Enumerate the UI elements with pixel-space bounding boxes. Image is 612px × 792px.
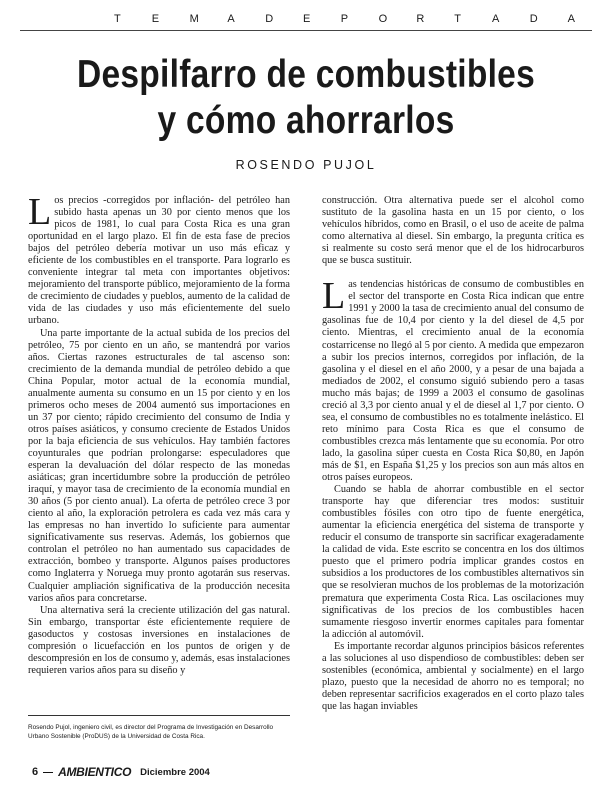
paragraph: Una parte importante de la actual subida de los precios del petróleo, 75 por ciento en un año, se mantendrá por varios años. Ciertas razones estructurales de tal ascenso son: crecimiento de la demanda mundial de petróleo debido a que China Popular, motor actual de la economía mundial, anualmente aumenta su consumo en un 15 por ciento y en los primeros ocho meses de 2004 aumentó sus importaciones en un 37 por ciento; rápido crecimiento del consumo de India y otros países asiáticos, y consumo creciente de Estados Unidos por la baja eficiencia de sus vehículos. Hay también factores coyunturales que podrían prolongarse: especuladores que esperan la devaluación del dólar respecto de las monedas asiáticas; gran incertidumbre sobre la producción de petróleo iraquí, y mayor tasa de crecimiento de la economía mundial en 30 años (5 por ciento anual). La oferta de petróleo crece 3 por ciento al año, la exploración petrolera es cada vez más cara y las empresas no han invertido lo suficiente para aumentar significativamente sus reservas. Además, los gobiernos que controlan el petróleo no han aumentado sus capacidades de extracción, bombeo y transporte. Algunos países productores como Inglaterra y Noruega muy pronto agotarán sus reservas. Cualquier ampliación significativa de la producción necesita varios años para concretarse.: [28, 327, 290, 604]
kicker-letter: T: [454, 13, 461, 25]
kicker-letter: T: [114, 13, 121, 25]
paragraph: Es importante recordar algunos principios básicos referentes a las soluciones al uso dispendioso de combustibles: deben ser sostenibles (económica, ambiental y socialmente) en el largo plazo, puesto que la necesidad de ahorro no es temporal; no deben representar sacrificios exagerados en el corto plazo tales que las hagan inviables: [322, 640, 584, 712]
drop-cap: L: [322, 275, 346, 318]
magazine-logo: AMBIENTICO: [58, 765, 132, 779]
section-kicker: [20, 8, 592, 31]
title-line-1: Despilfarro de combustibles: [76, 53, 536, 96]
kicker-letter: A: [227, 13, 235, 25]
author-name: ROSENDO PUJOL: [235, 158, 377, 172]
paragraph: Una alternativa será la creciente utilización del gas natural. Sin embargo, transportar éste eficientemente requiere de gasoductos y costosas inversiones en instalaciones de compresión o licuefacción en los puntos de origen y de descompresión en los de consumo y, además, esas instalaciones requieren varios años para su diseño y: [28, 604, 290, 676]
kicker-letter: O: [378, 13, 388, 25]
paragraph-text: as tendencias históricas de consumo de combustibles en el sector del transporte en Costa Rica indican que entre 1991 y 2000 la tasa de crecimiento anual del consumo de gasolinas fue de 10,4 por ciento y la del diesel de 4,5 por ciento. Mientras, el crecimiento anual de la economía costarricense no llegó al 5 por ciento. A medida que empezaron a subir los precios internos, corregidos por inflación, de la gasolina y el diesel en el año 2000, y a pesar de una bajada a mediados de 2002, el consumo siguió subiendo pero a tasas mucho más bajas; de 1999 a 2003 el consumo de gasolinas creció al 3,3 por ciento anual y el de diesel al 1,7 por ciento. O sea, el consumo de combustibles no es totalmente inelástico. El reto mínimo para Costa Rica es que el consumo de combustibles crezca más lentamente que su economía. Por otro lado, la gasolina súper cuesta en Costa Rica $0,80, en Japón más de $1, en España $1,25 y los precios son aun más altos en otros países europeos.: [322, 279, 584, 484]
kicker-letter: E: [151, 13, 160, 25]
kicker-letter: A: [567, 13, 575, 25]
page-footer: [32, 763, 210, 781]
kicker-letter: D: [265, 13, 274, 25]
kicker-letter: P: [340, 13, 349, 25]
title-line-2: y cómo ahorrarlos: [157, 99, 455, 142]
issue-date: Diciembre 2004: [140, 766, 210, 778]
drop-cap: L: [28, 191, 52, 233]
right-column: [322, 195, 584, 713]
paragraph: [322, 275, 584, 484]
kicker-letter: A: [492, 13, 500, 25]
kicker-letter: D: [529, 13, 538, 25]
paragraph: [28, 191, 290, 328]
kicker-letter: R: [416, 13, 425, 25]
paragraph-text: os precios -corregidos por inflación- del petróleo han subido hasta apenas un 30 por ciento menos que los picos de 1981, lo cual para Costa Rica es una gran oportunidad en el largo plazo. El fin de esta fase de precios bajos del petróleo debería motivar un uso más eficaz y eficiente de los combustibles en el transporte. Para lograrlo es conveniente integrar tal meta con importantes objetivos: mejoramiento del transporte público, mejoramiento de la forma de crecimiento de ciudades y pueblos, aumento de la calidad de vida de las ciudades y uso más eficientemente del suelo urbano.: [28, 195, 290, 327]
article-title: [43, 52, 569, 144]
kicker-letter: M: [189, 13, 199, 25]
kicker-letter: E: [303, 13, 311, 25]
author-footnote: Rosendo Pujol, ingeniero civil, es director del Programa de Investigación en Desarrollo Urbano Sostenible (ProDUS) de la Universidad de Costa Rica.: [28, 715, 290, 741]
footer-dash: [43, 772, 53, 773]
left-column: [28, 191, 290, 677]
paragraph: construcción. Otra alternativa puede ser el alcohol como sustituto de la gasolina hasta en un 15 por ciento, o los vehículos híbridos, como en Brasil, o el uso de aceite de palma como alternativa al diesel. Sin embargo, la pregunta crítica es si realmente su costo será menor que el de los hidrocarburos que se busca sustituir.: [322, 195, 584, 267]
page-number: 6: [32, 766, 39, 778]
paragraph: Cuando se habla de ahorrar combustible en el sector transporte hay que diferenciar tres modos: sustituir combustibles fósiles con otro tipo de fuente energética, aumentar la eficiencia energética del sistema de transporte y reducir el consumo de transporte sin sacrificar exageradamente la calidad de vida. Este escrito se concentra en los dos últimos puesto que el primero podría implicar grandes costos en subsidios a los productores de los combustibles alternativos sin que se resolvieran muchos de los problemas de la motorización prematura que experimenta Costa Rica. Las oscilaciones muy significativas de los precios de los combustibles hacen sumamente riesgoso invertir enormes capitales para fomentar la adicción al automóvil.: [322, 484, 584, 640]
